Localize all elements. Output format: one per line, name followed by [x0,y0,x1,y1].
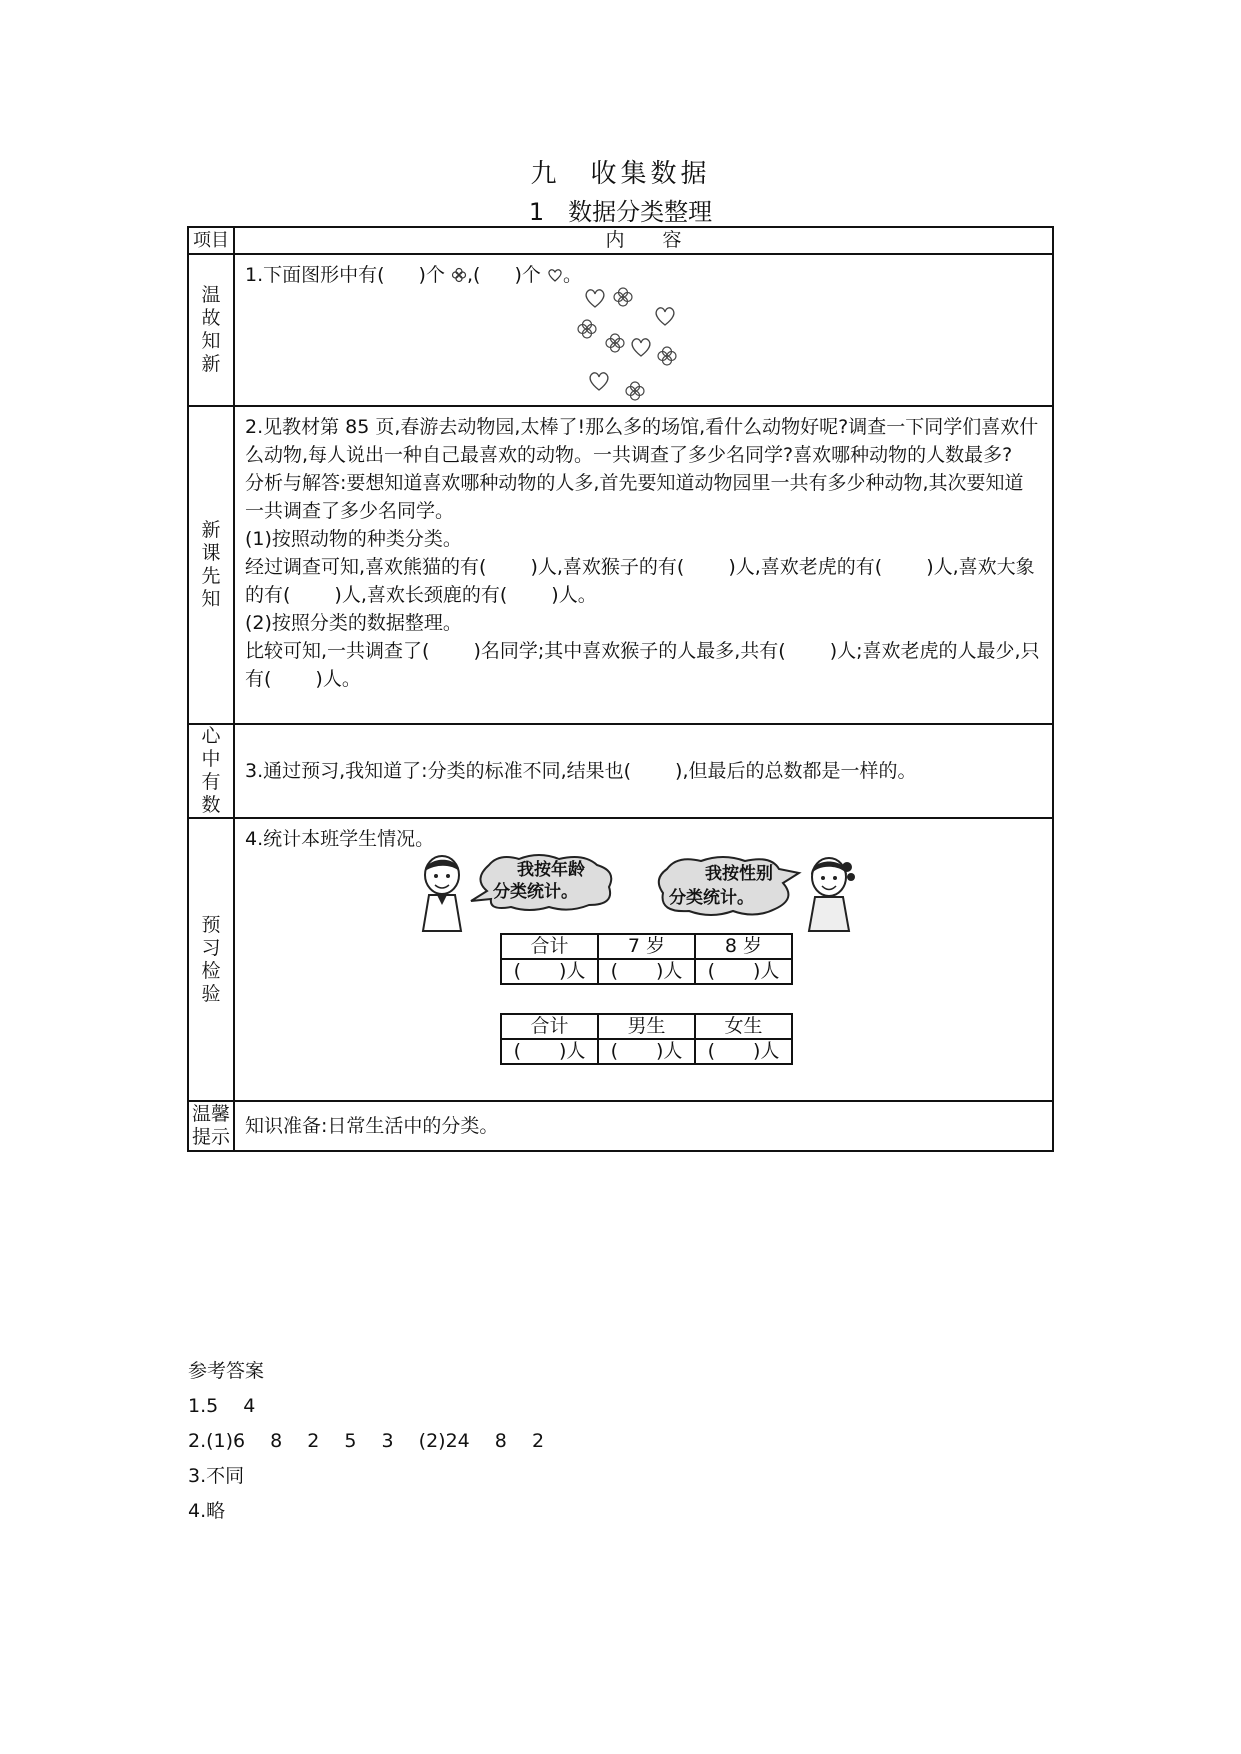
answer-4: 4.略 [188,1500,226,1522]
question-4: 4.统计本班学生情况。 [245,828,435,850]
answer-2: 2.(1)6 8 2 5 3 (2)24 8 2 [188,1430,545,1452]
clover-icon [578,320,596,338]
gender-cell-girls: ( )人 [695,1039,792,1064]
bubble-right-line2: 分类统计。 [669,888,754,908]
step-1: (1)按照动物的种类分类。 [245,528,462,550]
age-header-total: 合计 [501,934,598,959]
gender-cell-boys: ( )人 [598,1039,695,1064]
bubble-left-line1: 我按年龄 [517,860,585,880]
content-preview-check [234,818,1053,1101]
answer-3: 3.不同 [188,1465,245,1487]
worksheet-table [187,226,1054,1152]
row-understanding [188,724,1053,818]
age-header-8: 8 岁 [695,934,792,959]
age-table-values [501,959,792,984]
label-understanding: 心 中 有 数 [188,724,234,818]
header-project: 项目 [188,227,234,254]
step-2-blanks: 比较可知,一共调查了( )名同学;其中喜欢猴子的人最多,共有( )人;喜欢老虎的人最少,只有( )人。 [245,640,1040,690]
step-2: (2)按照分类的数据整理。 [245,612,462,634]
row-preview-check [188,818,1053,1101]
age-cell-8: ( )人 [695,959,792,984]
clover-icon [626,382,644,400]
content-review: 1.下面图形中有( )个 ,( )个 。 [234,254,1053,406]
bubble-left-line2: 分类统计。 [493,882,578,902]
gender-header-girls: 女生 [695,1014,792,1039]
label-preview-check: 预 习 检 验 [188,818,234,1101]
lesson-title: 1 数据分类整理 [528,198,713,226]
clover-icon [658,347,676,365]
heart-icon [632,339,650,356]
clover-icon [614,288,632,306]
age-stats-table [500,933,793,985]
analysis-text: 分析与解答:要想知道喜欢哪种动物的人多,首先要知道动物园里一共有多少种动物,其次要知道一共调查了多少名同学。 [245,472,1024,522]
gender-table-values [501,1039,792,1064]
question-2: 2.见教材第 85 页,春游去动物园,太棒了!那么多的场馆,看什么动物好呢?调查一下同学们喜欢什么动物,每人说出一种自己最喜欢的动物。一共调查了多少名同学?喜欢哪种动物的人数最多? [245,416,1039,466]
boy-illustration [417,853,467,933]
row-new-lesson [188,406,1053,724]
age-cell-total: ( )人 [501,959,598,984]
gender-stats-table [500,1013,793,1065]
label-tips: 温馨 提示 [188,1101,234,1151]
content-tips: 知识准备:日常生活中的分类。 [234,1101,1053,1151]
shapes-figure [575,283,695,403]
speech-bubble-right [653,853,803,919]
label-review: 温 故 知 新 [188,254,234,406]
speech-bubble-left [469,853,619,913]
chapter-title: 九 收集数据 [530,159,711,189]
heart-icon [590,373,608,390]
label-new-lesson: 新 课 先 知 [188,406,234,724]
table-header-row [188,227,1053,254]
gender-table-header [501,1014,792,1039]
bubble-right-line1: 我按性别 [705,864,773,884]
age-header-7: 7 岁 [598,934,695,959]
step-1-blanks: 经过调查可知,喜欢熊猫的有( )人,喜欢猴子的有( )人,喜欢老虎的有( )人,喜欢大象的有( )人,喜欢长颈鹿的有( )人。 [245,556,1035,606]
heart-icon [586,290,604,307]
content-new-lesson [234,406,1053,724]
row-review [188,254,1053,406]
age-table-header [501,934,792,959]
clover-icon [606,334,624,352]
heart-icon [547,267,563,283]
gender-header-total: 合计 [501,1014,598,1039]
content-understanding: 3.通过预习,我知道了:分类的标准不同,结果也( ),但最后的总数都是一样的。 [234,724,1053,818]
age-cell-7: ( )人 [598,959,695,984]
row-tips [188,1101,1053,1151]
answer-heading: 参考答案 [188,1360,265,1382]
heart-icon [656,308,674,325]
girl-illustration [803,853,857,933]
clover-icon [451,267,467,283]
answer-1: 1.5 4 [188,1395,256,1417]
gender-cell-total: ( )人 [501,1039,598,1064]
gender-header-boys: 男生 [598,1014,695,1039]
answer-key [188,1354,544,1529]
header-content: 内 容 [234,227,1053,254]
